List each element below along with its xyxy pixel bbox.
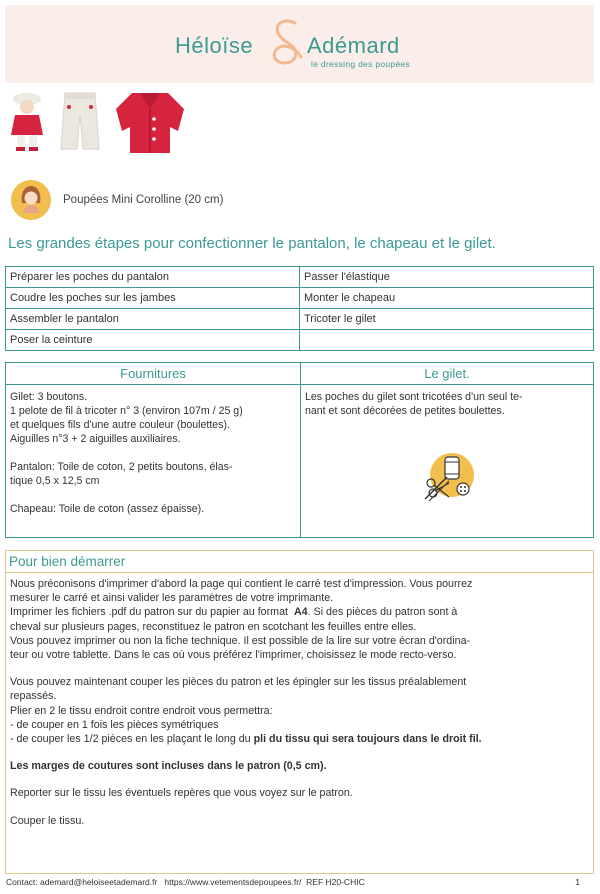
body-line: - de couper en 1 fois les pièces symétriques — [10, 718, 219, 731]
supplies-box — [5, 362, 301, 538]
brand-logo[interactable] — [175, 21, 435, 71]
body-line: Vous pouvez maintenant couper les pièces du patron et les épingler sur les tissus préalablement — [10, 676, 467, 689]
body-line: Plier en 2 le tissu endroit contre endroit vous permettra: — [10, 704, 273, 717]
step-cell: Poser la ceinture — [6, 330, 300, 351]
brand-tagline: le dressing des poupées — [311, 59, 411, 69]
step-cell: Assembler le pantalon — [6, 309, 300, 330]
doll-outfit-thumbnail[interactable] — [5, 87, 50, 157]
step-cell: Passer l'élastique — [300, 267, 594, 288]
getting-started-body — [6, 573, 593, 832]
brand-name-right: Adémard — [307, 33, 400, 58]
doll-icon — [10, 179, 52, 221]
step-cell: Coudre les poches sur les jambes — [6, 288, 300, 309]
seam-allowance-note: Les marges de coutures sont incluses dans le patron (0,5 cm). — [10, 760, 327, 773]
table-row — [6, 288, 594, 309]
step-cell — [300, 330, 594, 351]
body-line: teur ou votre tablette. Dans le cas où vous préférez l'imprimer, choisissez le mode recto-verso. — [10, 649, 457, 662]
sewing-kit-icon — [419, 447, 479, 507]
table-row — [6, 330, 594, 351]
table-row — [6, 267, 594, 288]
body-line: Nous préconisons d'imprimer d'abord la page qui contient le carré test d'impression. Vous pourrez — [10, 578, 473, 590]
body-line: Vous pouvez imprimer ou non la fiche technique. Il est possible de la lire sur votre écran d'ordina- — [10, 634, 471, 647]
cardigan-thumbnail[interactable] — [110, 87, 190, 157]
paper-format: A4 — [293, 606, 308, 619]
header-banner — [5, 5, 594, 83]
body-line: repassés. — [10, 690, 57, 703]
ampersand-icon — [265, 17, 309, 69]
supplies-line: 1 pelote de fil à tricoter n° 3 (environ 107m / 25 g) — [10, 405, 243, 417]
supplies-title: Fournitures — [6, 363, 300, 385]
body-line: mesurer le carré et ainsi valider les paramètres de votre imprimante. — [10, 592, 334, 605]
footer-contact: Contact: ademard@heloiseetademard.fr https://www.vetementsdepoupees.fr/ REF H20-CHIC — [6, 877, 365, 887]
step-cell: Préparer les poches du pantalon — [6, 267, 300, 288]
supplies-body — [6, 385, 300, 521]
fold-note: pli du tissu qui sera toujours dans le droit fil. — [253, 733, 482, 746]
step-cell: Monter le chapeau — [300, 288, 594, 309]
page-title: Les grandes étapes pour confectionner le pantalon, le chapeau et le gilet. — [8, 235, 496, 252]
supplies-line: Chapeau: Toile de coton (assez épaisse). — [10, 503, 205, 515]
body-line: Imprimer les fichiers .pdf du patron sur du papier au format A4. Si des pièces du patron sont à — [10, 606, 458, 619]
doll-model-label: Poupées Mini Corolline (20 cm) — [63, 194, 224, 206]
pants-thumbnail[interactable] — [55, 87, 105, 157]
steps-table — [5, 266, 594, 351]
getting-started-box — [5, 550, 594, 874]
cardigan-line: nant et sont décorées de petites boulettes. — [305, 405, 505, 417]
supplies-line: Pantalon: Toile de coton, 2 petits boutons, élas- — [10, 461, 233, 473]
cardigan-body — [301, 385, 593, 423]
body-line: - de couper les 1/2 pièces en les plaçant le long du pli du tissu qui sera toujours dans le droit fil. — [10, 733, 482, 746]
supplies-line: Gilet: 3 boutons. — [10, 391, 88, 403]
table-row — [6, 309, 594, 330]
footer — [6, 877, 594, 887]
brand-name-left: Héloïse — [175, 33, 254, 58]
body-line: Couper le tissu. — [10, 814, 85, 827]
step-cell: Tricoter le gilet — [300, 309, 594, 330]
cardigan-title: Le gilet. — [301, 363, 593, 385]
cardigan-box — [300, 362, 594, 538]
body-line: Reporter sur le tissu les éventuels repères que vous voyez sur le patron. — [10, 787, 353, 800]
cardigan-line: Les poches du gilet sont tricotées d'un seul te- — [305, 391, 523, 403]
body-line: cheval sur plusieurs pages, reconstituez le patron en scotchant les feuilles entre elles. — [10, 620, 417, 633]
page-number: 1 — [575, 877, 580, 887]
supplies-line: et quelques fils d'une autre couleur (boulettes). — [10, 419, 230, 431]
supplies-line: tique 0,5 x 12,5 cm — [10, 475, 100, 487]
supplies-line: Aiguilles n°3 + 2 aiguilles auxiliaires. — [10, 433, 181, 445]
getting-started-title: Pour bien démarrer — [6, 551, 593, 573]
